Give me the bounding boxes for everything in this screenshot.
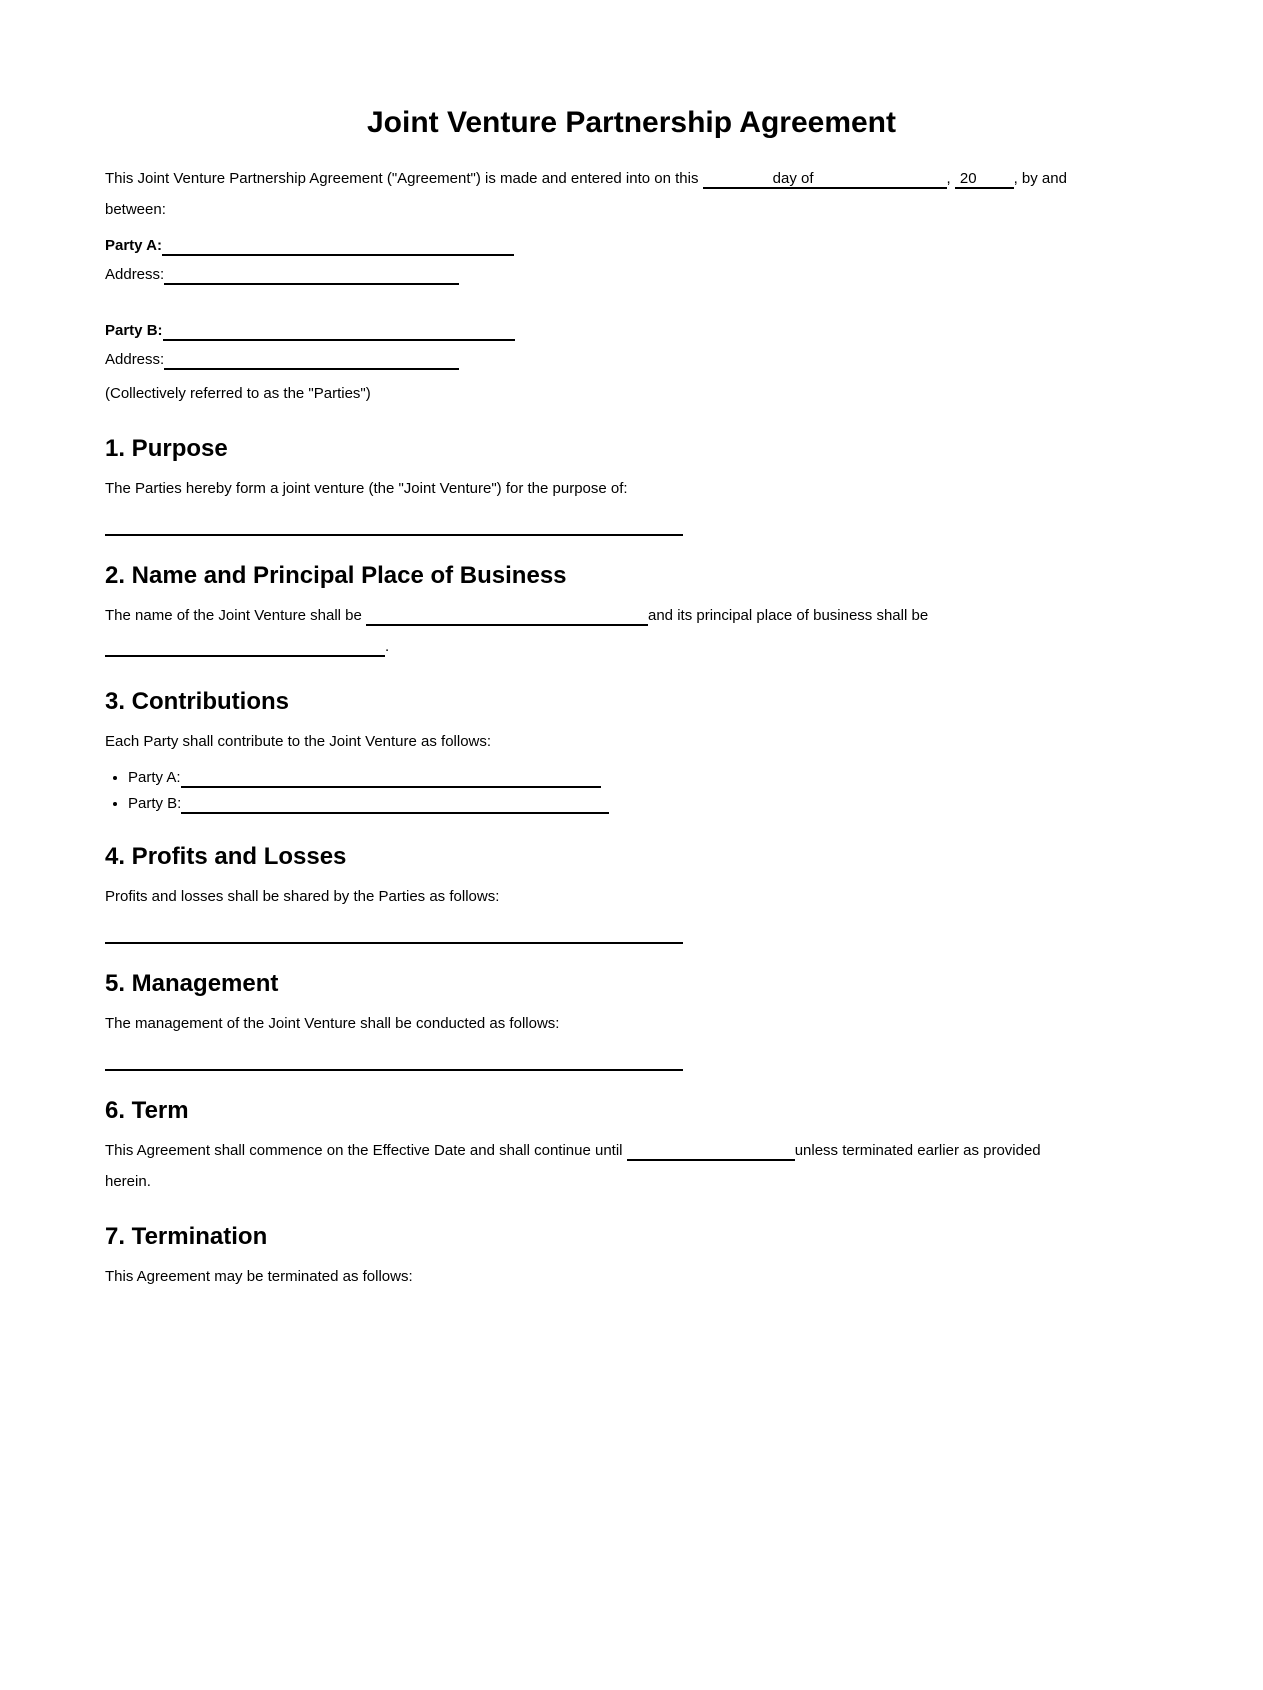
text-segment: The management of the Joint Venture shall be conducted as follows: xyxy=(105,1015,560,1032)
blank-field[interactable] xyxy=(164,266,459,285)
blank-field[interactable] xyxy=(366,607,648,626)
contributions-lead xyxy=(105,726,1158,757)
party-b-name-line xyxy=(105,316,1158,345)
management-lead xyxy=(105,1008,1158,1039)
blank-field[interactable] xyxy=(164,351,459,370)
party-a-block xyxy=(105,231,1158,289)
blank-pad xyxy=(163,322,515,339)
blank-pad xyxy=(164,351,459,368)
text-segment: herein. xyxy=(105,1173,151,1190)
text-segment: This Joint Venture Partnership Agreement ("Agreement") is made and entered into on this xyxy=(105,170,703,187)
management-blank-line[interactable] xyxy=(105,1047,683,1071)
party-b-address-line xyxy=(105,345,1158,374)
blank-pad xyxy=(977,170,1014,187)
section-heading-management: 5. Management xyxy=(105,970,279,997)
party-a-address-line xyxy=(105,260,1158,289)
text-segment: Each Party shall contribute to the Joint Venture as follows: xyxy=(105,733,492,750)
section-heading-contributions: 3. Contributions xyxy=(105,688,289,715)
text-segment: This Agreement shall commence on the Effective Date and shall continue until xyxy=(105,1142,627,1159)
text-segment: The name of the Joint Venture shall be xyxy=(105,607,366,624)
text-segment: This Agreement may be terminated as follows: xyxy=(105,1268,413,1285)
blank-pad xyxy=(703,170,773,187)
document-title: Joint Venture Partnership Agreement xyxy=(366,106,896,139)
text-segment: The Parties hereby form a joint venture (the "Joint Venture") for the purpose of: xyxy=(105,480,628,497)
section-heading-name-place: 2. Name and Principal Place of Business xyxy=(105,562,567,589)
text-segment: Address: xyxy=(105,266,165,283)
bold-label: Party A: xyxy=(105,237,162,254)
blank-field[interactable] xyxy=(105,638,385,657)
profits-blank-line[interactable] xyxy=(105,920,683,944)
blank-field[interactable] xyxy=(703,170,947,189)
party-b-contribution-item xyxy=(128,791,1158,817)
party-b-block xyxy=(105,316,1158,374)
blank-field[interactable] xyxy=(181,769,601,788)
section-heading-purpose: 1. Purpose xyxy=(105,435,228,462)
text-segment: between: xyxy=(105,201,166,218)
underlined-word: 20 xyxy=(959,170,977,187)
contributions-list xyxy=(105,765,1158,817)
collective-note xyxy=(105,378,1158,409)
name-place-paragraph xyxy=(105,600,1158,662)
blank-pad xyxy=(814,170,947,187)
blank-pad xyxy=(162,237,514,254)
text-segment: (Collectively referred to as the "Parties") xyxy=(105,385,371,402)
section-heading-profits: 4. Profits and Losses xyxy=(105,843,347,870)
text-segment: Party B: xyxy=(128,795,182,812)
section-heading-termination: 7. Termination xyxy=(105,1223,268,1250)
text-segment: Profits and losses shall be shared by the Parties as follows: xyxy=(105,888,500,905)
blank-pad xyxy=(627,1142,795,1159)
text-segment: , xyxy=(946,170,955,187)
blank-pad xyxy=(181,769,601,786)
blank-pad xyxy=(105,638,385,655)
blank-field[interactable] xyxy=(163,322,515,341)
purpose-lead xyxy=(105,473,1158,504)
underlined-word: day of xyxy=(772,170,814,187)
intro-paragraph xyxy=(105,163,1158,225)
text-segment: unless terminated earlier as provided xyxy=(794,1142,1041,1159)
blank-pad xyxy=(366,607,648,624)
termination-lead xyxy=(105,1261,1158,1292)
blank-field[interactable] xyxy=(181,795,609,814)
profits-lead xyxy=(105,881,1158,912)
document-body xyxy=(105,163,1158,1292)
blank-pad xyxy=(164,266,459,283)
section-heading-term: 6. Term xyxy=(105,1097,189,1124)
text-segment: . xyxy=(385,638,390,655)
term-paragraph xyxy=(105,1135,1158,1197)
text-segment: Address: xyxy=(105,351,165,368)
party-a-name-line xyxy=(105,231,1158,260)
text-segment: , by and xyxy=(1013,170,1067,187)
blank-pad xyxy=(181,795,609,812)
party-a-contribution-item xyxy=(128,765,1158,791)
blank-field[interactable] xyxy=(162,237,514,256)
purpose-blank-line[interactable] xyxy=(105,512,683,536)
text-segment: and its principal place of business shall be xyxy=(648,607,929,624)
bold-label: Party B: xyxy=(105,322,163,339)
text-segment: Party A: xyxy=(128,769,181,786)
blank-field[interactable] xyxy=(955,170,1014,189)
blank-field[interactable] xyxy=(627,1142,795,1161)
